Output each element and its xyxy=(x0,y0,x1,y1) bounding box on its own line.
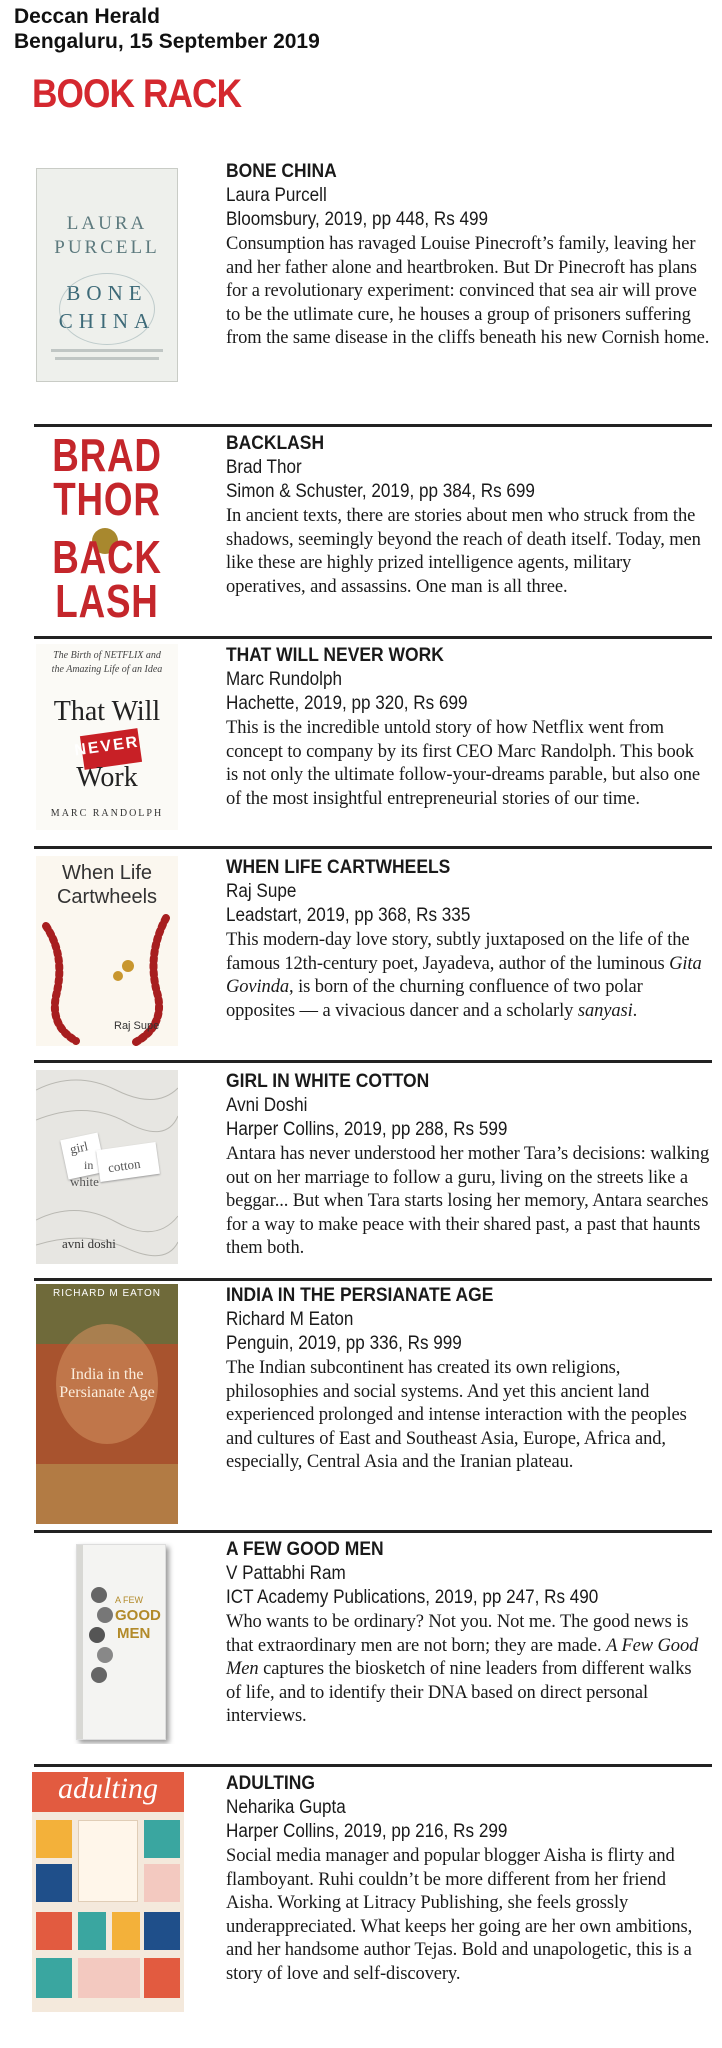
section-title: BOOK RACK xyxy=(32,72,242,116)
book-description: In ancient texts, there are stories about men who struck from the shadows, seemingly beyond the reach of death itself. Today, men like these are highly prized intelligence agents, military operatives, and assassins. One man is all three. xyxy=(226,506,701,597)
book-title: A FEW GOOD MEN xyxy=(226,1539,384,1560)
book-publisher: Harper Collins, 2019, pp 288, Rs 599 xyxy=(226,1119,508,1140)
divider xyxy=(34,1060,712,1063)
book-cover: girl in white cotton avni doshi xyxy=(36,1070,178,1264)
book-publisher: ICT Academy Publications, 2019, pp 247, Rs 490 xyxy=(226,1587,599,1608)
book-publisher: Penguin, 2019, pp 336, Rs 999 xyxy=(226,1333,462,1354)
book-details xyxy=(226,1070,710,1261)
book-details xyxy=(226,1772,710,1986)
divider xyxy=(34,1530,712,1533)
book-author: Laura Purcell xyxy=(226,185,327,206)
book-title: WHEN LIFE CARTWHEELS xyxy=(226,857,451,878)
book-title: THAT WILL NEVER WORK xyxy=(226,645,444,666)
faces-illustration xyxy=(87,1585,117,1695)
book-author: Marc Rundolph xyxy=(226,669,342,690)
book-author: V Pattabhi Ram xyxy=(226,1563,346,1584)
book-description: The Indian subcontinent has created its own religions, philosophies and social systems. And yet this ancient land experienced prolonged and intense interaction with the peoples and cultures of East and Southeast Asia, Europe, Africa and, especially, Central Asia and the Iranian plateau. xyxy=(226,1358,687,1472)
book-publisher: Simon & Schuster, 2019, pp 384, Rs 699 xyxy=(226,481,535,502)
book-details xyxy=(226,160,710,351)
book-title: BACKLASH xyxy=(226,433,325,454)
divider xyxy=(34,424,712,427)
book-cover: LAURA PURCELL BONE CHINA xyxy=(36,168,178,382)
book-description: Who wants to be ordinary? Not you. Not me. The good news is that extraordinary men are not born; they are made. A Few Good Men captures the biosketch of nine leaders from different walks of life, and to identify their DNA based on direct personal interviews. xyxy=(226,1612,699,1726)
book-author: Avni Doshi xyxy=(226,1095,308,1116)
dateline: Bengaluru, 15 September 2019 xyxy=(14,30,320,53)
book-cover: BRAD THOR BACK LASH xyxy=(36,432,178,622)
book-cover: The Birth of NETFLIX and the Amazing Life of an Idea That Will NEVER Work MARC RANDOLPH xyxy=(36,644,178,830)
book-description: This modern-day love story, subtly juxtaposed on the life of the famous 12th-century poet, Jayadeva, author of the luminous Gita Govinda, is born of the churning confluence of two polar opposites — a vivacious dancer and a scholarly sanyasi. xyxy=(226,930,702,1021)
book-author: Brad Thor xyxy=(226,457,302,478)
book-title: ADULTING xyxy=(226,1773,316,1794)
book-publisher: Hachette, 2019, pp 320, Rs 699 xyxy=(226,693,468,714)
book-publisher: Bloomsbury, 2019, pp 448, Rs 499 xyxy=(226,209,489,230)
publication-name: Deccan Herald xyxy=(14,5,160,28)
book-details xyxy=(226,1538,710,1729)
divider xyxy=(34,1278,712,1281)
book-cover: adulting xyxy=(32,1772,184,2012)
divider xyxy=(34,846,712,849)
book-cover: When Life Cartwheels Raj Supe xyxy=(36,856,178,1046)
book-details xyxy=(226,432,710,599)
book-description: Consumption has ravaged Louise Pinecroft’s family, leaving her and her father alone and heartbroken. But Dr Pinecroft has plans for a revolutionary experiment: convinced that sea air will prove to be the utlimate cure, he houses a group of prisoners suffering from the same disease in the cliffs beneath his new Cornish home. xyxy=(226,234,710,348)
book-author: Neharika Gupta xyxy=(226,1797,346,1818)
book-details xyxy=(226,856,710,1023)
book-title: BONE CHINA xyxy=(226,161,337,182)
book-author: Richard M Eaton xyxy=(226,1309,354,1330)
book-publisher: Harper Collins, 2019, pp 216, Rs 299 xyxy=(226,1821,508,1842)
divider xyxy=(34,636,712,639)
divider xyxy=(34,1764,712,1767)
book-author: Raj Supe xyxy=(226,881,297,902)
book-title: GIRL IN WHITE COTTON xyxy=(226,1071,430,1092)
masthead xyxy=(14,4,320,54)
book-title: INDIA IN THE PERSIANATE AGE xyxy=(226,1285,494,1306)
book-description: Antara has never understood her mother Tara’s decisions: walking out on her marriage to follow a guru, living on the streets like a beggar... But when Tara starts losing her memory, Antara searches for a way to make peace with their shared past, a past that haunts them both. xyxy=(226,1144,710,1258)
book-description: Social media manager and popular blogger Aisha is flirty and flamboyant. Ruhi couldn’t be more different from her friend Aisha. Working at Litracy Publishing, she feels grossly underappreciated. What keeps her going are her own ambitions, and her handsome author Tejas. Bold and unapologetic, this is a story of love and self-discovery. xyxy=(226,1846,693,1984)
book-details xyxy=(226,644,710,811)
book-publisher: Leadstart, 2019, pp 368, Rs 335 xyxy=(226,905,471,926)
book-description: This is the incredible untold story of how Netflix went from concept to company by its first CEO Marc Randolph. This book is not only the ultimate follow-your-dreams parable, but also one of the most insightful entrepreneurial stories of our time. xyxy=(226,718,701,809)
book-cover: RICHARD M EATON India in the Persianate Age xyxy=(36,1284,178,1524)
book-cover: A FEW GOOD MEN xyxy=(36,1540,178,1744)
beads-illustration xyxy=(36,856,178,1046)
book-details xyxy=(226,1284,710,1475)
